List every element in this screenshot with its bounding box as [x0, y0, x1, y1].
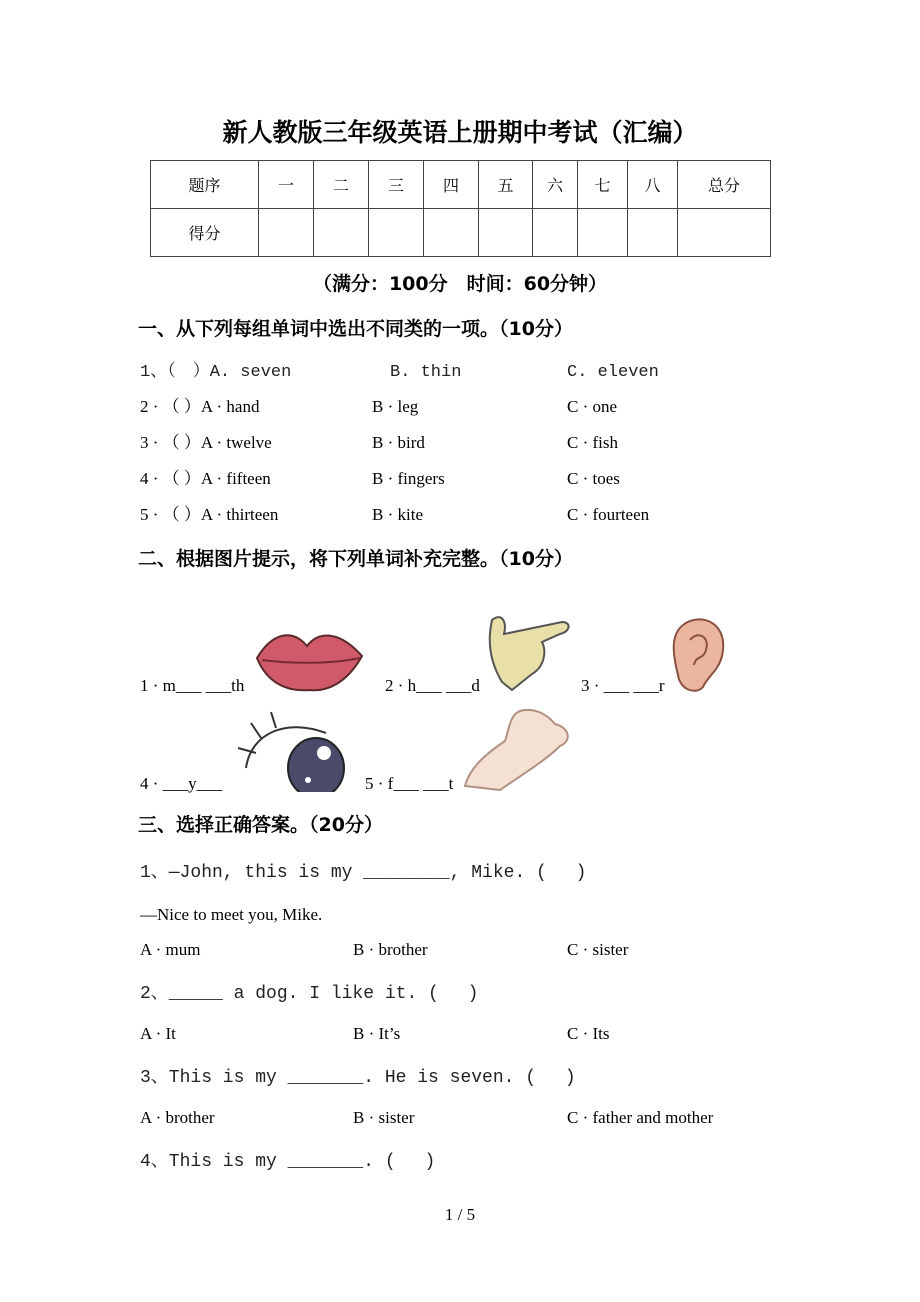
option-a: A · It: [140, 1024, 176, 1043]
eye-image: [236, 708, 346, 792]
score-input[interactable]: [259, 209, 314, 257]
score-input[interactable]: [369, 209, 424, 257]
question-item: 4 · （ ）A · fifteen: [140, 469, 271, 488]
ear-image: [668, 615, 728, 693]
score-input[interactable]: [479, 209, 533, 257]
foot-image: [460, 706, 575, 792]
score-input[interactable]: [314, 209, 369, 257]
fill-in-item: 4 · ___y___: [140, 774, 223, 793]
option-b: B · brother: [353, 940, 428, 959]
option-b: B · sister: [353, 1108, 415, 1127]
score-table: [150, 160, 771, 257]
option-c: C · one: [567, 397, 618, 416]
fill-in-item: 1 · m___ ___th: [140, 676, 245, 695]
table-cell: 六: [533, 161, 578, 209]
option-b: B · kite: [372, 505, 423, 524]
score-input[interactable]: [424, 209, 479, 257]
score-input[interactable]: [578, 209, 628, 257]
option-a: A · mum: [140, 940, 201, 959]
table-cell: 八: [628, 161, 678, 209]
fill-in-item: 5 · f___ ___t: [365, 774, 454, 793]
fill-in-item: 3 · ___ ___r: [581, 676, 665, 695]
option-c: C · sister: [567, 940, 629, 959]
question-item: 2 · （ ）A · hand: [140, 397, 260, 416]
question-text: 2、_____ a dog. I like it. ( ): [140, 984, 479, 1004]
option-c: C · fourteen: [567, 505, 650, 524]
page-number: 1 / 5: [444, 1205, 476, 1224]
section-heading: 二、根据图片提示，将下列单词补充完整。（10分）: [138, 548, 573, 570]
table-cell: 三: [369, 161, 424, 209]
fill-in-item: 2 · h___ ___d: [385, 676, 480, 695]
dialogue-reply: —Nice to meet you, Mike.: [140, 905, 323, 924]
table-cell: 七: [578, 161, 628, 209]
option-b: B. thin: [390, 363, 462, 382]
exam-info: （满分：100分 时间：60分钟）: [312, 273, 608, 295]
question-text: 3、This is my _______. He is seven. ( ): [140, 1068, 576, 1088]
table-cell: 一: [259, 161, 314, 209]
option-c: C · Its: [567, 1024, 610, 1043]
option-a: A · brother: [140, 1108, 215, 1127]
hand-image: [482, 612, 572, 692]
section-heading: 一、从下列每组单词中选出不同类的一项。（10分）: [138, 318, 573, 340]
question-text: 4、This is my _______. ( ): [140, 1152, 436, 1172]
option-b: B · fingers: [372, 469, 445, 488]
option-c: C · toes: [567, 469, 620, 488]
option-c: C. eleven: [567, 363, 659, 382]
score-table-score-row: [151, 209, 771, 257]
table-cell: 总分: [678, 161, 771, 209]
table-cell: 二: [314, 161, 369, 209]
option-b: B · bird: [372, 433, 425, 452]
score-table-header-row: [151, 161, 771, 209]
table-cell: 题序: [151, 161, 259, 209]
table-cell: 四: [424, 161, 479, 209]
mouth-image: [252, 628, 372, 694]
table-cell: 五: [479, 161, 533, 209]
option-c: C · father and mother: [567, 1108, 714, 1127]
question-item: 5 · （ ）A · thirteen: [140, 505, 279, 524]
table-cell: 得分: [151, 209, 259, 257]
question-item: 3 · （ ）A · twelve: [140, 433, 272, 452]
score-input[interactable]: [628, 209, 678, 257]
section-heading: 三、选择正确答案。（20分）: [138, 814, 383, 836]
option-b: B · It’s: [353, 1024, 401, 1043]
option-b: B · leg: [372, 397, 419, 416]
score-input[interactable]: [533, 209, 578, 257]
question-item: 1、（ ）A. seven: [140, 363, 292, 382]
page-title: 新人教版三年级英语上册期中考试（汇编）: [222, 118, 698, 147]
score-input[interactable]: [678, 209, 771, 257]
question-text: 1、—John, this is my ________, Mike. ( ): [140, 863, 587, 883]
option-c: C · fish: [567, 433, 618, 452]
